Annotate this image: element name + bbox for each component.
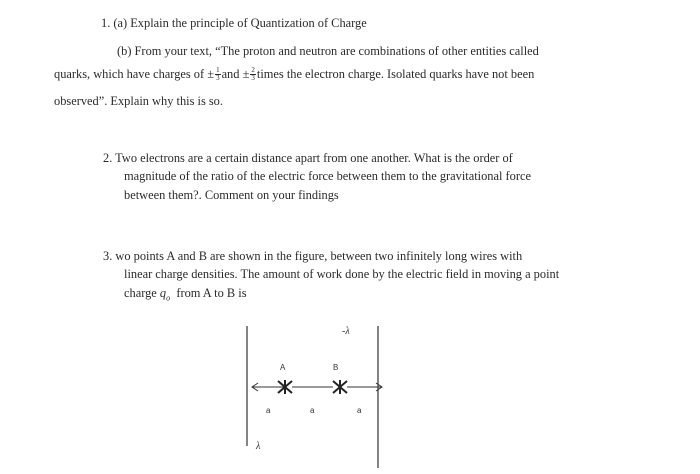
distance-label-1: a — [266, 406, 271, 415]
distance-label-2: a — [310, 406, 315, 415]
fraction-two-thirds: $\frac{2}{3}$ — [251, 65, 255, 82]
question-3-line-1 — [103, 249, 522, 264]
point-a-label: A — [280, 363, 286, 372]
question-3-line-2 — [124, 267, 559, 282]
point-b-label: B — [333, 363, 339, 372]
charge-symbol: $q_o$ — [159, 286, 171, 303]
point-b-marker — [333, 380, 347, 394]
question-3-text-3-pre: charge — [124, 286, 157, 300]
question-1b-text-1: (b) From your text, “The proton and neutron are combinations of other entities called — [117, 44, 539, 58]
question-3-line-3 — [124, 286, 247, 305]
question-1a-text: 1. (a) Explain the principle of Quantization of Charge — [101, 16, 367, 30]
distance-arrow-left — [252, 383, 284, 391]
question-1b-line-1 — [117, 44, 539, 59]
question-1a — [101, 16, 367, 31]
question-1b-text-2-pre: quarks, which have charges of — [54, 67, 205, 81]
fraction-one-third: $\frac{1}{3}$ — [216, 65, 220, 82]
question-3-text-2: linear charge densities. The amount of work done by the electric field in moving a point — [124, 267, 560, 281]
question-3-text-1: 3. wo points A and B are shown in the figure, between two infinitely long wires with — [103, 249, 523, 263]
question-1b-text-2-post: times the electron charge. Isolated quarks have not been — [256, 67, 535, 81]
question-3-text-3-post: from A to B is — [176, 286, 247, 300]
distance-label-3: a — [357, 406, 362, 415]
question-1b-text-3: observed”. Explain why this is so. — [54, 94, 223, 108]
question-2-text-2: magnitude of the ratio of the electric force between them to the gravitational force — [124, 169, 531, 183]
question-2-line-3 — [124, 188, 339, 203]
plus-minus-sign-1: ± — [207, 67, 215, 81]
question-1b-line-2 — [54, 67, 534, 83]
question-2-line-1 — [103, 151, 513, 166]
wires-figure — [200, 318, 420, 468]
question-1b-line-3 — [54, 94, 223, 109]
plus-minus-sign-2: ± — [242, 67, 250, 81]
question-2-line-2 — [124, 169, 531, 184]
question-2-text-1: 2. Two electrons are a certain distance apart from one another. What is the order of — [103, 151, 513, 165]
left-wire-label: λ — [256, 441, 261, 452]
question-1b-text-2-mid: and — [221, 67, 240, 81]
question-2-text-3: between them?. Comment on your findings — [124, 188, 339, 202]
right-wire-label: -λ — [342, 326, 350, 337]
distance-arrow-right — [347, 383, 382, 391]
